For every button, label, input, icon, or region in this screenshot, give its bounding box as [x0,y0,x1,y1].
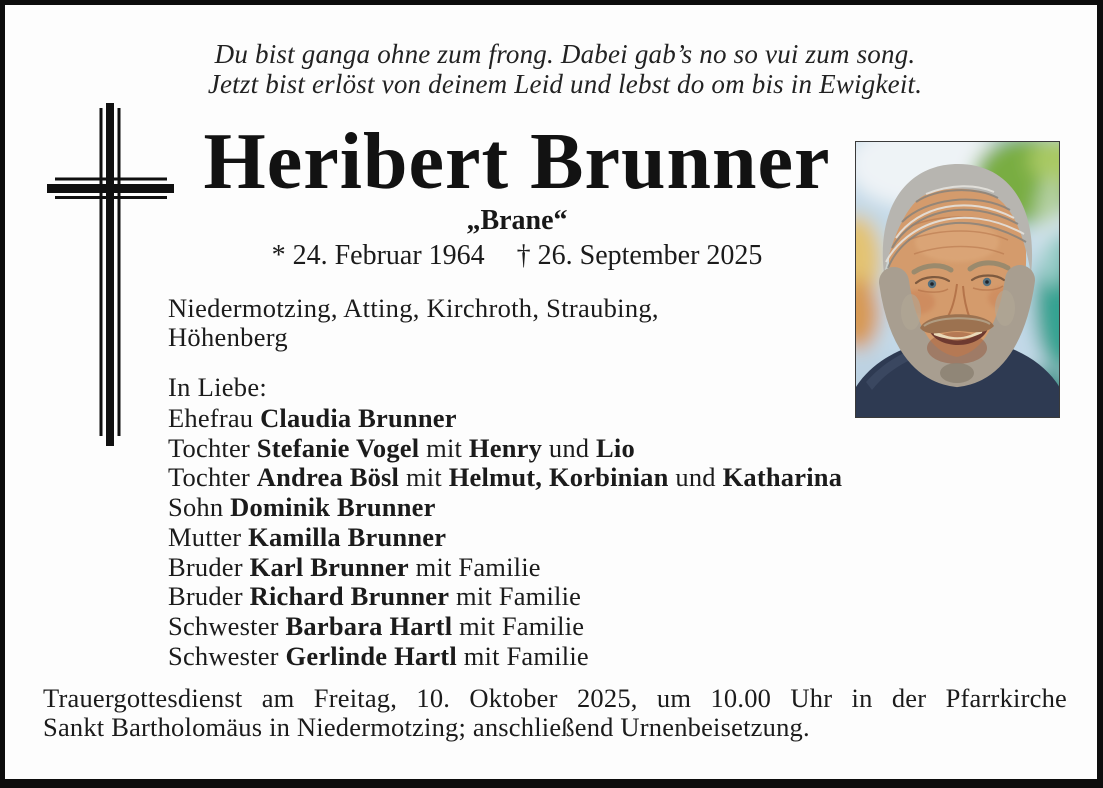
portrait-photo [855,141,1060,418]
family-relation-label: Bruder [168,551,250,582]
family-member-name: Barbara Hartl [285,610,453,641]
deceased-nickname: „Brane“ [466,205,568,236]
family-list [168,404,842,671]
family-member-name: Gerlinde Hartl [285,640,457,671]
family-member-line [168,434,842,464]
family-member-name: Dominik Brunner [230,492,436,523]
places-list [168,294,659,353]
family-relation-label: mit Familie [452,610,585,641]
family-member-name: Karl Brunner [249,551,409,582]
family-member-name: Claudia Brunner [260,403,457,433]
funeral-info [43,684,1067,743]
funeral-line-2: Sankt Bartholomäus in Niedermotzing; anschließend Urnenbeisetzung. [43,712,810,743]
family-member-line [168,642,842,672]
family-member-line [168,463,842,493]
family-relation-label: mit [399,462,449,493]
epitaph-line-1: Du bist ganga ohne zum frong. Dabei gab’s no so vui zum song. [214,39,916,69]
birth-date: * 24. Februar 1964 [271,240,485,271]
family-member-line [168,493,842,523]
family-member-line [168,612,842,642]
funeral-line-1: Trauergottesdienst am Freitag, 10. Oktober 2025, um 10.00 Uhr in der Pfarrkirche [43,683,1067,713]
family-relation-label: mit Familie [449,581,582,612]
places-line-1: Niedermotzing, Atting, Kirchroth, Straubing, [168,293,659,323]
family-relation-label: mit Familie [456,640,589,671]
epitaph-line-2: Jetzt bist erlöst von deinem Leid und lebst do om bis in Ewigkeit. [207,69,923,99]
family-relation-label: mit [419,432,469,463]
family-member-line [168,582,842,612]
family-relation-label: Tochter [168,462,257,493]
family-relation-label: Schwester [168,640,286,671]
family-relation-label: Tochter [168,432,257,463]
family-relation-label: Bruder [168,581,250,612]
family-relation-label: und [542,432,597,463]
deceased-name: Heribert Brunner [203,118,831,206]
death-date: † 26. September 2025 [516,240,763,271]
family-relation-label: Schwester [168,610,286,641]
family-relation-label: Sohn [168,492,231,523]
family-relation-label: Mutter [168,521,249,552]
portrait-illustration [856,142,1059,417]
family-member-line [168,523,842,553]
family-member-name: Lio [596,432,635,463]
family-relation-label: und [668,462,723,493]
family-relation-label: mit Familie [408,551,541,582]
epitaph-quote [71,39,1059,99]
family-member-name: Katharina [722,462,843,493]
family-member-name: Stefanie Vogel [256,432,420,463]
family-relation-label: Ehefrau [168,403,261,433]
family-member-name: Andrea Bösl [256,462,400,493]
family-member-line [168,553,842,583]
family-member-name: Kamilla Brunner [248,521,447,552]
family-member-line [168,404,842,434]
mourning-intro: In Liebe: [168,372,268,402]
family-member-name: Helmut, Korbinian [448,462,669,493]
family-member-name: Henry [468,432,543,463]
obituary-sheet [5,5,1097,779]
family-member-name: Richard Brunner [249,581,450,612]
places-line-2: Höhenberg [168,322,288,353]
